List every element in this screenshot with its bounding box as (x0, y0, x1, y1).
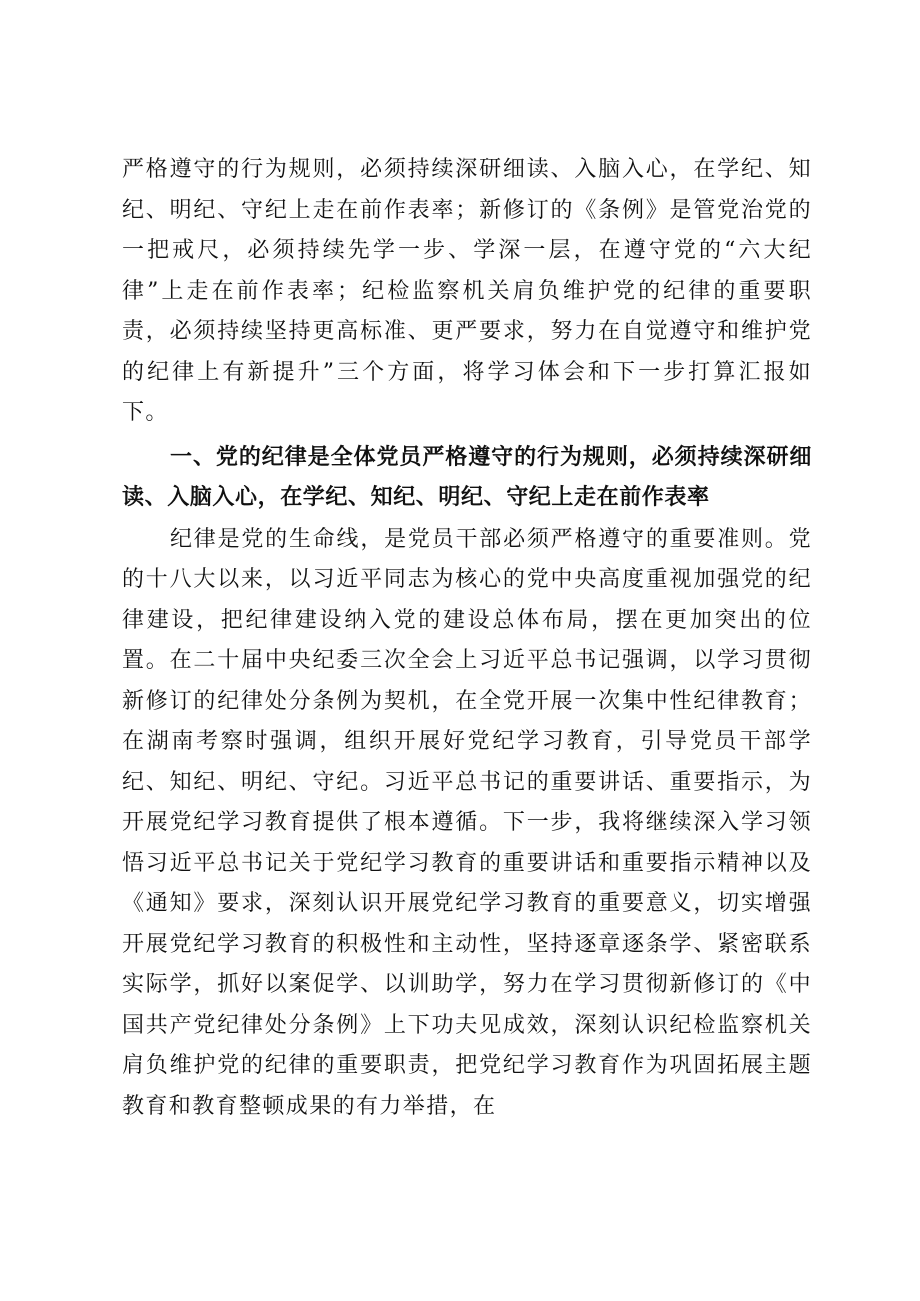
intro-paragraph: 严格遵守的行为规则，必须持续深研细读、入脑入心，在学纪、知纪、明纪、守纪上走在前作表率；新修订的《条例》是管党治党的一把戒尺，必须持续先学一步、学深一层，在遵守党的“六大纪律”上走在前作表率；纪检监察机关肩负维护党的纪律的重要职责，必须持续坚持更高标准、更严要求，努力在自觉遵守和维护党的纪律上有新提升”三个方面，将学习体会和下一步打算汇报如下。 (122, 157, 812, 425)
section-heading-1: 一、党的纪律是全体党员严格遵守的行为规则，必须持续深研细读、入脑入心，在学纪、知纪、明纪、守纪上走在前作表率 (122, 444, 812, 510)
body-paragraph: 纪律是党的生命线，是党员干部必须严格遵守的重要准则。党的十八大以来，以习近平同志为核心的党中央高度重视加强党的纪律建设，把纪律建设纳入党的建设总体布局，摆在更加突出的位置。在二十届中央纪委三次全会上习近平总书记强调，以学习贯彻新修订的纪律处分条例为契机，在全党开展一次集中性纪律教育；在湖南考察时强调，组织开展好党纪学习教育，引导党员干部学纪、知纪、明纪、守纪。习近平总书记的重要讲话、重要指示，为开展党纪学习教育提供了根本遵循。下一步，我将继续深入学习领悟习近平总书记关于党纪学习教育的重要讲话和重要指示精神以及《通知》要求，深刻认识开展党纪学习教育的重要意义，切实增强开展党纪学习教育的积极性和主动性，坚持逐章逐条学、紧密联系实际学，抓好以案促学、以训助学，努力在学习贯彻新修订的《中国共产党纪律处分条例》上下功夫见成效，深刻认识纪检监察机关肩负维护党的纪律的重要职责，把党纪学习教育作为巩固拓展主题教育和教育整顿成果的有力举措，在 (122, 526, 812, 1119)
document-page (122, 150, 812, 1127)
